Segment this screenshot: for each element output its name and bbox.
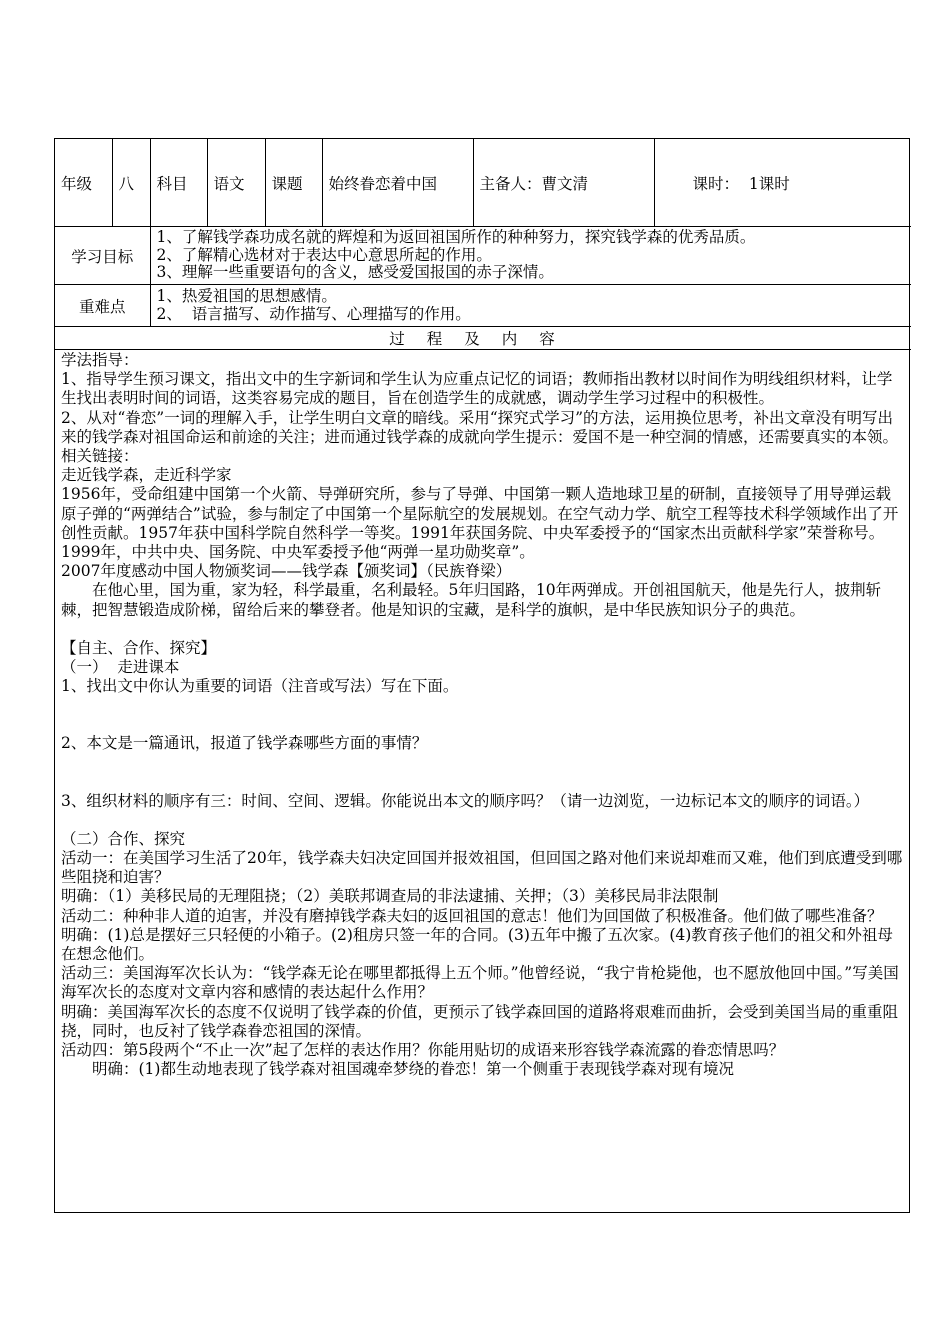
question: 1、找出文中你认为重要的词语（注音或写法）写在下面。	[61, 677, 459, 696]
goals-label: 学习目标	[55, 227, 150, 285]
lesson-plan-table	[54, 138, 910, 1213]
goal-item: 2、了解精心选材对于表达中心意思所起的作用。	[156, 245, 492, 264]
paragraph: 1、指导学生预习课文，指出文中的生字新词和学生认为应重点记忆的词语；教师指出教材以时间作为明线组织材料，让学生找出表明时间的词语，这类容易完成的题目，旨在创造学生的成就感，调动学生学习过程中的积极性。	[61, 370, 893, 408]
spacer	[61, 754, 903, 792]
subject-value: 语文	[207, 139, 265, 227]
answer: 明确：美国海军次长的态度不仅说明了钱学森的价值，更预示了钱学森回国的道路将艰难而曲折，会受到美国当局的重重阻挠，同时，也反衬了钱学森眷恋祖国的深情。	[61, 1002, 899, 1040]
process-content	[55, 350, 909, 1080]
activity: 活动四：第5段两个“不止一次”起了怎样的表达作用？你能用贴切的成语来形容钱学森流露的眷恋情思吗？	[61, 1041, 785, 1060]
goals-list	[150, 227, 911, 285]
activity: 活动三：美国海军次长认为：“钱学森无论在哪里都抵得上五个师。”他曾经说，“我宁肯枪毙他，也不愿放他回中国。”写美国海军次长的态度对文章内容和感情的表达起什么作用？	[61, 964, 899, 1002]
process-header: 过程及内容	[55, 327, 911, 350]
question: 3、组织材料的顺序有三：时间、空间、逻辑。你能说出本文的顺序吗？（请一边浏览，一边标记本文的顺序的词语。）	[61, 791, 870, 810]
activity: 活动一：在美国学习生活了20年，钱学森夫妇决定回国并报效祖国，但回国之路对他们来说却难而又难，他们到底遭受到哪些阻挠和迫害？	[61, 849, 903, 887]
answer: 明确：（1）美移民局的无理阻挠；（2）美联邦调查局的非法逮捕、关押；（3）美移民局非法限制	[61, 887, 719, 906]
header-row	[55, 139, 911, 227]
goals-row	[55, 227, 911, 285]
key-point-item: 2、 语言描写、动作描写、心理描写的作用。	[156, 304, 471, 323]
subheading: 2007年度感动中国人物颁奖词——钱学森【颁奖词】（民族脊梁）	[61, 562, 512, 581]
subheading: （一） 走进课本	[61, 658, 180, 677]
subheading: （二）合作、探究	[61, 829, 186, 848]
section-heading: 学法指导：	[61, 351, 139, 369]
spacer	[61, 696, 903, 734]
grade-value: 八	[112, 139, 150, 227]
topic-label: 课题	[265, 139, 322, 227]
paragraph: 2、从对“眷恋”一词的理解入手，让学生明白文章的暗线。采用“探究式学习”的方法，运用换位思考，补出文章没有明写出来的钱学森对祖国命运和前途的关注；进而通过钱学森的成就向学生提示：爱国不是一种空洞的情感，还需要真实的本领。	[61, 408, 899, 446]
activity: 活动二：种种非人道的迫害，并没有磨掉钱学森夫妇的返回祖国的意志！他们为回国做了积极准备。他们做了哪些准备？	[61, 906, 883, 925]
key-points-label: 重难点	[55, 285, 150, 327]
question: 2、本文是一篇通讯，报道了钱学森哪些方面的事情？	[61, 734, 428, 753]
answer: 明确：(1)总是摆好三只轻便的小箱子。(2)租房只签一年的合同。(3)五年中搬了五次家。(4)教育孩子他们的祖父和外祖母在想念他们。	[61, 925, 893, 964]
period: 课时： 1课时	[654, 139, 911, 227]
key-point-item: 1、热爱祖国的思想感情。	[156, 287, 337, 305]
spacer	[61, 620, 903, 639]
section-heading: 相关链接：	[61, 447, 139, 466]
section-heading: 【自主、合作、探究】	[61, 638, 217, 657]
header-table	[55, 139, 911, 350]
paragraph: 1956年，受命组建中国第一个火箭、导弹研究所，参与了导弹、中国第一颗人造地球卫星的研制，直接领导了用导弹运载原子弹的“两弹结合”试验，参与制定了中国第一个星际航空的发展规划。在空气动力学、航空工程等技术科学领域作出了开创性贡献。1957年获中国科学院自然科学一等奖。1991年获国务院、中央军委授予的“国家杰出贡献科学家”荣誉称号。1999年，中共中央、国务院、中央军委授予他“两弹一星功勋奖章”。	[61, 485, 899, 562]
grade-label: 年级	[55, 139, 112, 227]
key-points-list	[150, 285, 911, 327]
process-header-row	[55, 327, 911, 350]
answer: 明确：(1)都生动地表现了钱学森对祖国魂牵梦绕的眷恋！第一个侧重于表现钱学森对现有境况	[92, 1060, 734, 1079]
preparer: 主备人：曹文清	[473, 139, 654, 227]
goal-item: 1、了解钱学森功成名就的辉煌和为返回祖国所作的种种努力，探究钱学森的优秀品质。	[156, 228, 756, 247]
paragraph: 在他心里，国为重，家为轻，科学最重，名利最轻。5年归国路，10年两弹成。开创祖国航天，他是先行人，披荆斩棘，把智慧锻造成阶梯，留给后来的攀登者。他是知识的宝藏，是科学的旗帜，是中华民族知识分子的典范。	[61, 581, 882, 619]
spacer	[61, 811, 903, 830]
goal-item: 3、理解一些重要语句的含义，感受爱国报国的赤子深情。	[156, 263, 554, 282]
subheading: 走近钱学森，走近科学家	[61, 466, 232, 485]
subject-label: 科目	[150, 139, 207, 227]
topic-value: 始终眷恋着中国	[322, 139, 473, 227]
key-points-row	[55, 285, 911, 327]
